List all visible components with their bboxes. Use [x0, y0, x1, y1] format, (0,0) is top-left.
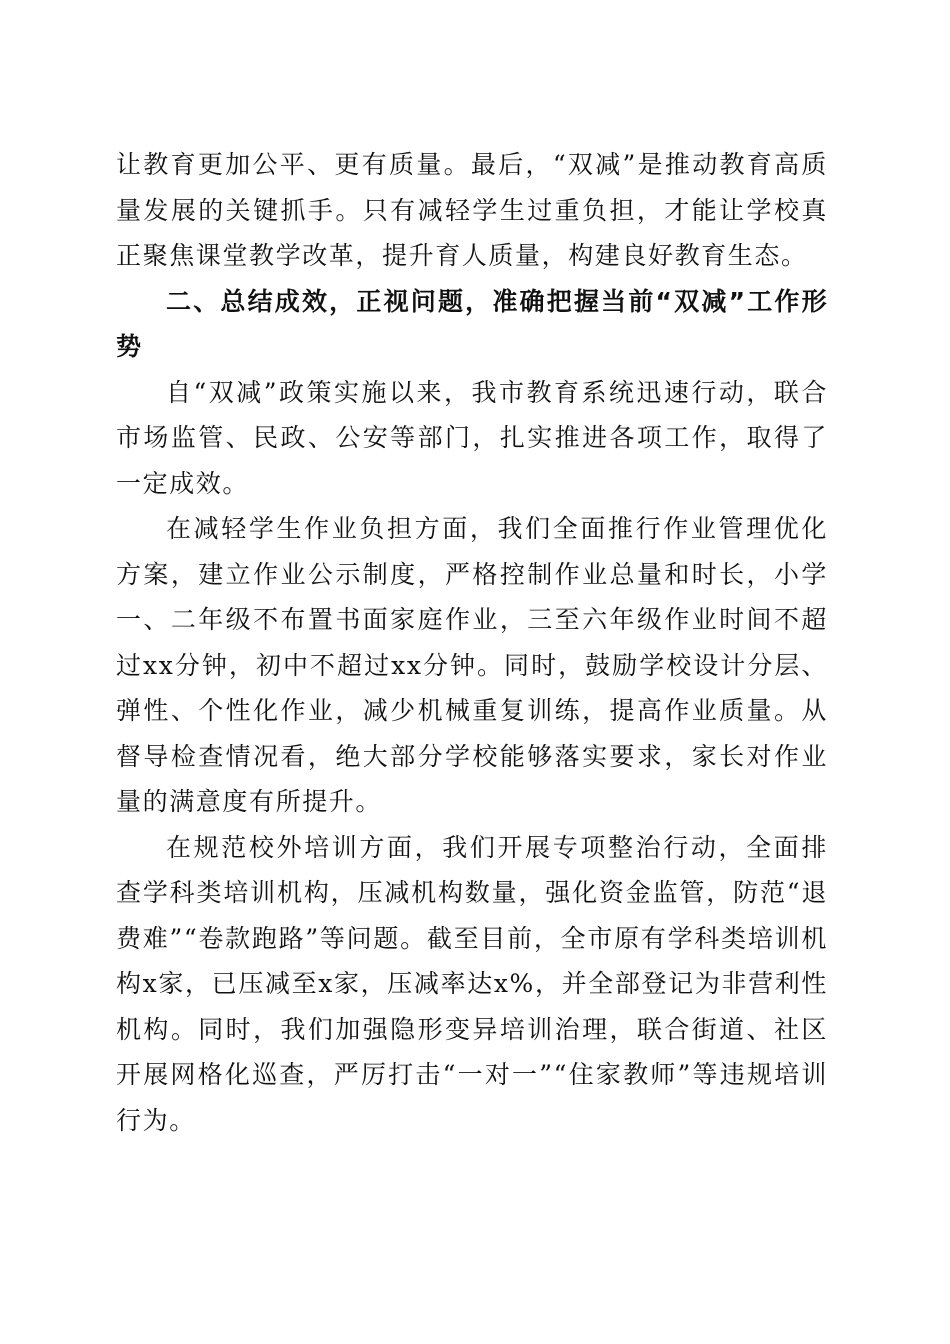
body-paragraph-1: 自“双减”政策实施以来，我市教育系统迅速行动，联合市场监管、民政、公安等部门，扎实推进各项工作，取得了一定成效。 [116, 377, 828, 498]
document-body [116, 142, 828, 1143]
continuation-paragraph: 让教育更加公平、更有质量。最后，“双减”是推动教育高质量发展的关键抓手。只有减轻学生过重负担，才能让学校真正聚焦课堂教学改革，提升育人质量，构建良好教育生态。 [116, 150, 828, 270]
body-paragraph-2: 在减轻学生作业负担方面，我们全面推行作业管理优化方案，建立作业公示制度，严格控制作业总量和时长，小学一、二年级不布置书面家庭作业，三至六年级作业时间不超过xx分钟，初中不超过xx分钟。同时，鼓励学校设计分层、弹性、个性化作业，减少机械重复训练，提高作业质量。从督导检查情况看，绝大部分学校能够落实要求，家长对作业量的满意度有所提升。 [116, 514, 828, 816]
body-paragraph-3: 在规范校外培训方面，我们开展专项整治行动，全面排查学科类培训机构，压减机构数量，强化资金监管，防范“退费难”“卷款跑路”等问题。截至目前，全市原有学科类培训机构x家，已压减至x家，压减率达x%，并全部登记为非营利性机构。同时，我们加强隐形变异培训治理，联合街道、社区开展网格化巡查，严厉打击“一对一”“住家教师”等违规培训行为。 [116, 832, 828, 1135]
section-heading: 二、总结成效，正视问题，准确把握当前“双减”工作形势 [116, 286, 828, 361]
